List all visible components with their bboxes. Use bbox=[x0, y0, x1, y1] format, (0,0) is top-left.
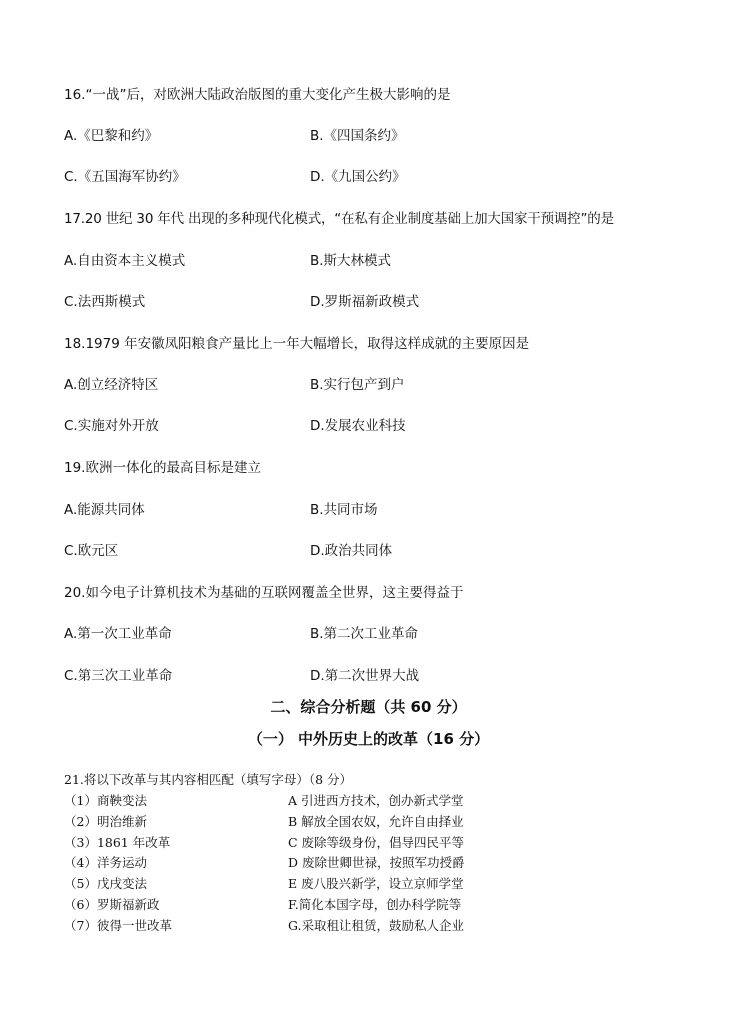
match-right-item: B 解放全国农奴，允许自由择业 bbox=[288, 814, 464, 829]
question-19-option-d: D.政治共同体 bbox=[310, 543, 393, 559]
match-right-item: C 废除等级身份，倡导四民平等 bbox=[288, 835, 465, 850]
question-16-option-b: B.《四国条约》 bbox=[310, 128, 405, 144]
question-16-option-a: A.《巴黎和约》 bbox=[64, 128, 159, 144]
question-17-option-b: B.斯大林模式 bbox=[310, 253, 392, 269]
question-21-stem: 21.将以下改革与其内容相匹配（填写字母）（8 分） bbox=[64, 772, 353, 787]
question-17-option-a: A.自由资本主义模式 bbox=[64, 253, 186, 269]
question-19-option-a: A.能源共同体 bbox=[64, 502, 145, 518]
match-left-item: （6）罗斯福新政 bbox=[64, 897, 160, 912]
question-17-option-c: C.法西斯模式 bbox=[64, 294, 146, 310]
section-title: 二、综合分析题（共 60 分） bbox=[270, 698, 467, 716]
question-20-stem: 20.如今电子计算机技术为基础的互联网覆盖全世界，这主要得益于 bbox=[64, 585, 464, 601]
match-left-item: （5）戊戌变法 bbox=[64, 876, 147, 891]
question-20-option-d: D.第二次世界大战 bbox=[310, 668, 420, 684]
match-left-item: （3）1861 年改革 bbox=[64, 835, 171, 850]
match-right-item: F.简化本国字母，创办科学院等 bbox=[288, 897, 462, 912]
question-16-option-d: D.《九国公约》 bbox=[310, 169, 406, 185]
question-17-option-d: D.罗斯福新政模式 bbox=[310, 294, 420, 310]
question-18-option-a: A.创立经济特区 bbox=[64, 377, 159, 393]
question-19-option-c: C.欧元区 bbox=[64, 543, 119, 559]
match-right-item: E 废八股兴新学，设立京师学堂 bbox=[288, 876, 464, 891]
question-18-option-d: D.发展农业科技 bbox=[310, 418, 406, 434]
question-19-option-b: B.共同市场 bbox=[310, 502, 378, 518]
match-left-item: （2）明治维新 bbox=[64, 814, 147, 829]
question-19-stem: 19.欧洲一体化的最高目标是建立 bbox=[64, 460, 261, 476]
match-right-item: D 废除世卿世禄，按照军功授爵 bbox=[288, 855, 465, 870]
question-18-option-b: B.实行包产到户 bbox=[310, 377, 405, 393]
question-18-stem: 18.1979 年安徽凤阳粮食产量比上一年大幅增长，取得这样成就的主要原因是 bbox=[64, 336, 530, 352]
question-20-option-a: A.第一次工业革命 bbox=[64, 626, 172, 642]
match-left-item: （4）洋务运动 bbox=[64, 855, 147, 870]
match-right-item: A 引进西方技术，创办新式学堂 bbox=[288, 793, 464, 808]
question-18-option-c: C.实施对外开放 bbox=[64, 418, 159, 434]
question-17-stem: 17.20 世纪 30 年代 出现的多种现代化模式，“在私有企业制度基础上加大国家干预调控”的是 bbox=[64, 211, 614, 227]
match-left-item: （7）彼得一世改革 bbox=[64, 918, 172, 933]
question-16-option-c: C.《五国海军协约》 bbox=[64, 169, 186, 185]
match-left-item: （1）商鞅变法 bbox=[64, 793, 147, 808]
question-16-stem: 16.“一战”后，对欧洲大陆政治版图的重大变化产生极大影响的是 bbox=[64, 87, 451, 103]
match-right-item: G.采取租让租赁，鼓励私人企业 bbox=[288, 918, 465, 933]
subsection-title: （一） 中外历史上的改革（16 分） bbox=[247, 730, 490, 748]
question-20-option-c: C.第三次工业革命 bbox=[64, 668, 173, 684]
question-20-option-b: B.第二次工业革命 bbox=[310, 626, 419, 642]
